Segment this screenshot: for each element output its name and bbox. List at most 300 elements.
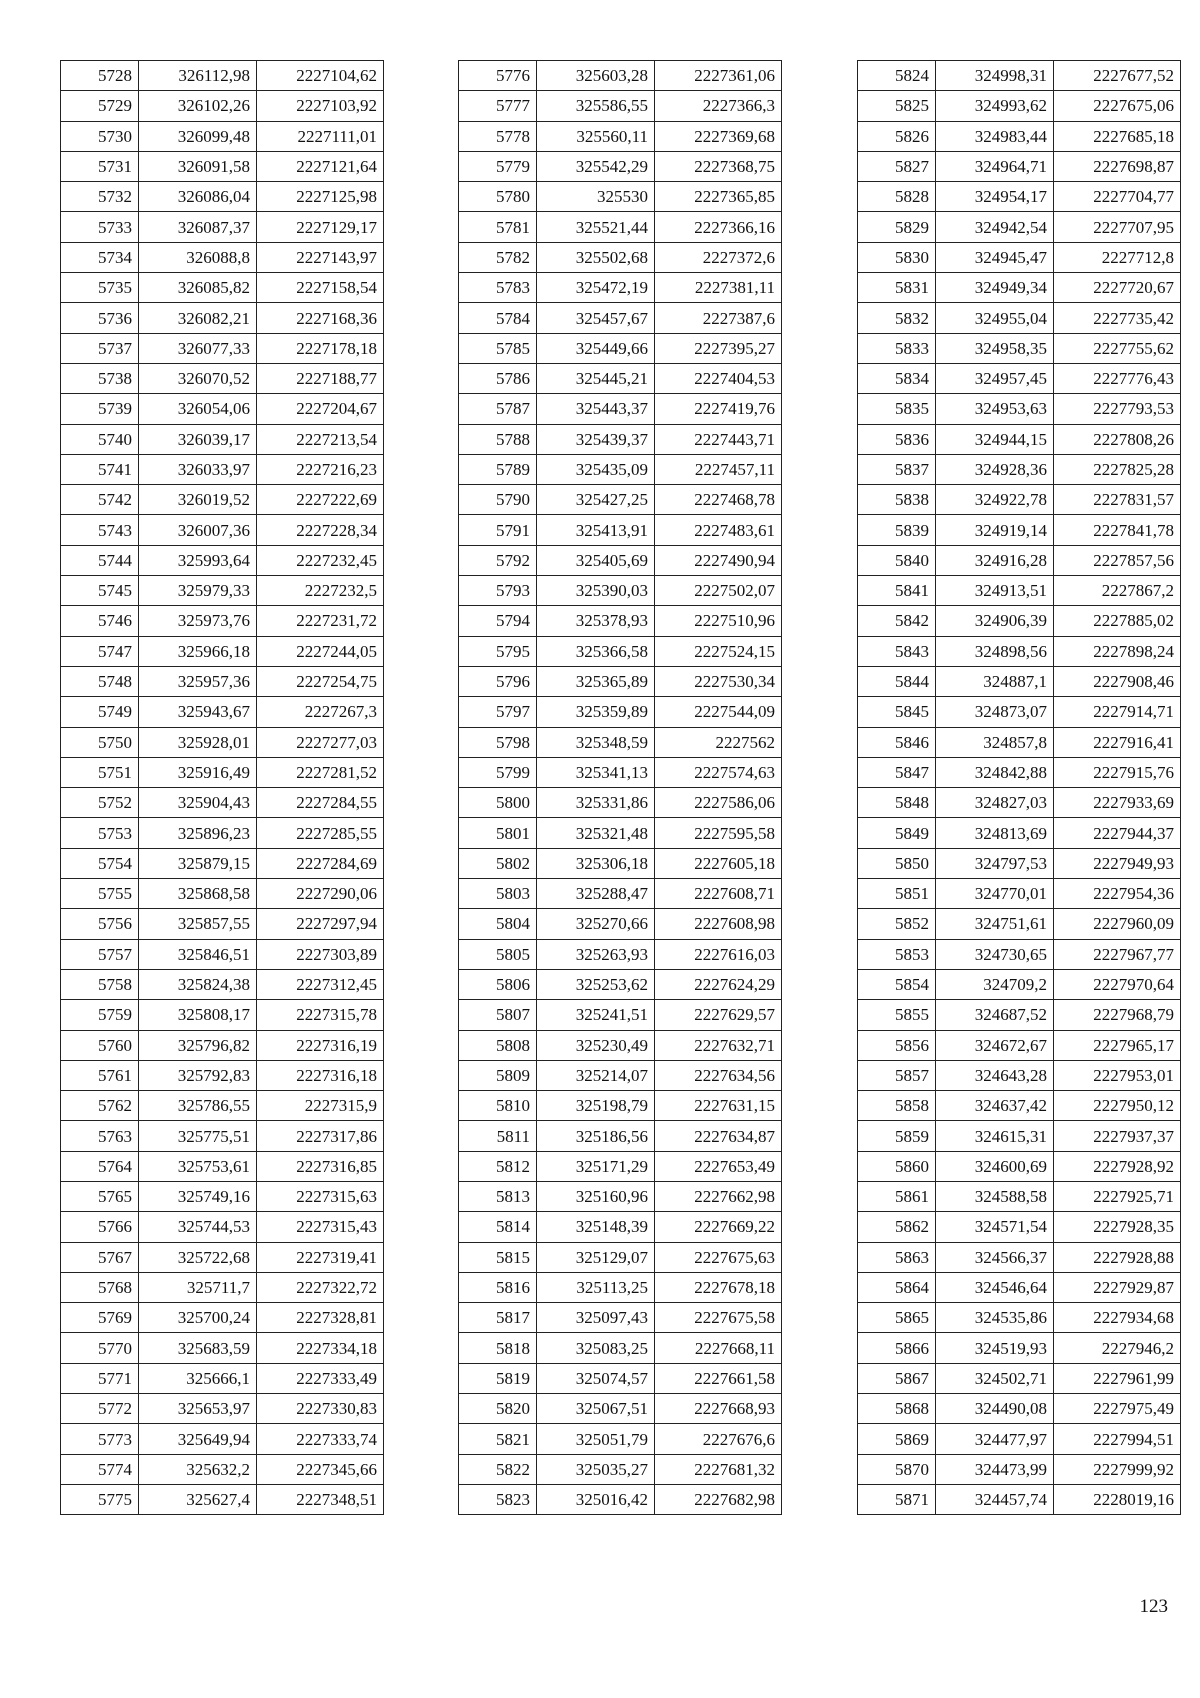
point-id-cell: 5862 xyxy=(858,1212,936,1242)
y-coordinate-cell: 2227365,85 xyxy=(655,182,782,212)
point-id-cell: 5757 xyxy=(61,939,139,969)
table-row xyxy=(858,1424,1181,1454)
y-coordinate-cell: 2227595,58 xyxy=(655,818,782,848)
point-id-cell: 5734 xyxy=(61,242,139,272)
table-row xyxy=(61,1363,384,1393)
table-row xyxy=(858,1303,1181,1333)
x-coordinate-cell: 325632,2 xyxy=(139,1454,257,1484)
y-coordinate-cell: 2227831,57 xyxy=(1054,485,1181,515)
x-coordinate-cell: 324709,2 xyxy=(936,969,1054,999)
x-coordinate-cell: 325171,29 xyxy=(537,1151,655,1181)
y-coordinate-cell: 2227419,76 xyxy=(655,394,782,424)
x-coordinate-cell: 325457,67 xyxy=(537,303,655,333)
table-row xyxy=(61,485,384,515)
y-coordinate-cell: 2227303,89 xyxy=(257,939,384,969)
point-id-cell: 5858 xyxy=(858,1091,936,1121)
point-id-cell: 5775 xyxy=(61,1484,139,1514)
table-row xyxy=(858,242,1181,272)
table-row xyxy=(858,273,1181,303)
point-id-cell: 5792 xyxy=(459,545,537,575)
y-coordinate-cell: 2227103,92 xyxy=(257,91,384,121)
table-row xyxy=(459,666,782,696)
point-id-cell: 5772 xyxy=(61,1394,139,1424)
x-coordinate-cell: 325270,66 xyxy=(537,909,655,939)
point-id-cell: 5831 xyxy=(858,273,936,303)
x-coordinate-cell: 325435,09 xyxy=(537,454,655,484)
table-row xyxy=(61,1151,384,1181)
table-row xyxy=(459,576,782,606)
y-coordinate-cell: 2227898,24 xyxy=(1054,636,1181,666)
x-coordinate-cell: 324770,01 xyxy=(936,879,1054,909)
point-id-cell: 5812 xyxy=(459,1151,537,1181)
x-coordinate-cell: 325753,61 xyxy=(139,1151,257,1181)
point-id-cell: 5842 xyxy=(858,606,936,636)
point-id-cell: 5848 xyxy=(858,788,936,818)
y-coordinate-cell: 2227915,76 xyxy=(1054,757,1181,787)
table-row xyxy=(858,1272,1181,1302)
y-coordinate-cell: 2227914,71 xyxy=(1054,697,1181,727)
point-id-cell: 5747 xyxy=(61,636,139,666)
table-row xyxy=(459,212,782,242)
table-row xyxy=(459,848,782,878)
x-coordinate-cell: 325198,79 xyxy=(537,1091,655,1121)
x-coordinate-cell: 325083,25 xyxy=(537,1333,655,1363)
point-id-cell: 5864 xyxy=(858,1272,936,1302)
y-coordinate-cell: 2227267,3 xyxy=(257,697,384,727)
x-coordinate-cell: 325649,94 xyxy=(139,1424,257,1454)
y-coordinate-cell: 2227315,63 xyxy=(257,1181,384,1211)
x-coordinate-cell: 325683,59 xyxy=(139,1333,257,1363)
y-coordinate-cell: 2227284,69 xyxy=(257,848,384,878)
table-row xyxy=(858,1242,1181,1272)
y-coordinate-cell: 2227867,2 xyxy=(1054,576,1181,606)
table-row xyxy=(459,182,782,212)
table-row xyxy=(61,848,384,878)
point-id-cell: 5741 xyxy=(61,454,139,484)
y-coordinate-cell: 2227704,77 xyxy=(1054,182,1181,212)
y-coordinate-cell: 2227720,67 xyxy=(1054,273,1181,303)
x-coordinate-cell: 325331,86 xyxy=(537,788,655,818)
y-coordinate-cell: 2227232,5 xyxy=(257,576,384,606)
table-row xyxy=(61,1030,384,1060)
x-coordinate-cell: 325796,82 xyxy=(139,1030,257,1060)
x-coordinate-cell: 324942,54 xyxy=(936,212,1054,242)
y-coordinate-cell: 2227125,98 xyxy=(257,182,384,212)
y-coordinate-cell: 2227608,98 xyxy=(655,909,782,939)
x-coordinate-cell: 324945,47 xyxy=(936,242,1054,272)
coordinate-table-3 xyxy=(857,60,1181,1515)
x-coordinate-cell: 325097,43 xyxy=(537,1303,655,1333)
x-coordinate-cell: 325879,15 xyxy=(139,848,257,878)
table-row xyxy=(61,363,384,393)
x-coordinate-cell: 325744,53 xyxy=(139,1212,257,1242)
y-coordinate-cell: 2227961,99 xyxy=(1054,1363,1181,1393)
point-id-cell: 5810 xyxy=(459,1091,537,1121)
table-row xyxy=(61,1272,384,1302)
table-row xyxy=(459,91,782,121)
point-id-cell: 5836 xyxy=(858,424,936,454)
y-coordinate-cell: 2227675,06 xyxy=(1054,91,1181,121)
table-row xyxy=(61,424,384,454)
y-coordinate-cell: 2227685,18 xyxy=(1054,121,1181,151)
y-coordinate-cell: 2227315,9 xyxy=(257,1091,384,1121)
x-coordinate-cell: 324797,53 xyxy=(936,848,1054,878)
point-id-cell: 5785 xyxy=(459,333,537,363)
y-coordinate-cell: 2227254,75 xyxy=(257,666,384,696)
x-coordinate-cell: 325413,91 xyxy=(537,515,655,545)
table-row xyxy=(459,1394,782,1424)
point-id-cell: 5870 xyxy=(858,1454,936,1484)
table-row xyxy=(61,576,384,606)
y-coordinate-cell: 2227712,8 xyxy=(1054,242,1181,272)
point-id-cell: 5832 xyxy=(858,303,936,333)
point-id-cell: 5731 xyxy=(61,151,139,181)
point-id-cell: 5786 xyxy=(459,363,537,393)
table-row xyxy=(61,91,384,121)
y-coordinate-cell: 2227395,27 xyxy=(655,333,782,363)
x-coordinate-cell: 324571,54 xyxy=(936,1212,1054,1242)
x-coordinate-cell: 324588,58 xyxy=(936,1181,1054,1211)
table-row xyxy=(61,151,384,181)
point-id-cell: 5803 xyxy=(459,879,537,909)
point-id-cell: 5771 xyxy=(61,1363,139,1393)
x-coordinate-cell: 325904,43 xyxy=(139,788,257,818)
point-id-cell: 5830 xyxy=(858,242,936,272)
x-coordinate-cell: 326086,04 xyxy=(139,182,257,212)
table-row xyxy=(61,1181,384,1211)
point-id-cell: 5737 xyxy=(61,333,139,363)
y-coordinate-cell: 2227624,29 xyxy=(655,969,782,999)
table-row xyxy=(858,788,1181,818)
x-coordinate-cell: 325321,48 xyxy=(537,818,655,848)
point-id-cell: 5755 xyxy=(61,879,139,909)
table-row xyxy=(459,394,782,424)
point-id-cell: 5860 xyxy=(858,1151,936,1181)
point-id-cell: 5767 xyxy=(61,1242,139,1272)
x-coordinate-cell: 326007,36 xyxy=(139,515,257,545)
y-coordinate-cell: 2227698,87 xyxy=(1054,151,1181,181)
table-row xyxy=(459,788,782,818)
table-row xyxy=(61,1242,384,1272)
table-row xyxy=(858,1333,1181,1363)
y-coordinate-cell: 2227404,53 xyxy=(655,363,782,393)
x-coordinate-cell: 325700,24 xyxy=(139,1303,257,1333)
x-coordinate-cell: 324813,69 xyxy=(936,818,1054,848)
y-coordinate-cell: 2227965,17 xyxy=(1054,1030,1181,1060)
x-coordinate-cell: 324953,63 xyxy=(936,394,1054,424)
x-coordinate-cell: 325449,66 xyxy=(537,333,655,363)
x-coordinate-cell: 325186,56 xyxy=(537,1121,655,1151)
x-coordinate-cell: 326077,33 xyxy=(139,333,257,363)
point-id-cell: 5728 xyxy=(61,61,139,91)
point-id-cell: 5852 xyxy=(858,909,936,939)
y-coordinate-cell: 2227443,71 xyxy=(655,424,782,454)
y-coordinate-cell: 2227967,77 xyxy=(1054,939,1181,969)
x-coordinate-cell: 324535,86 xyxy=(936,1303,1054,1333)
table-row xyxy=(858,757,1181,787)
x-coordinate-cell: 324998,31 xyxy=(936,61,1054,91)
table-row xyxy=(459,1242,782,1272)
point-id-cell: 5849 xyxy=(858,818,936,848)
y-coordinate-cell: 2227333,74 xyxy=(257,1424,384,1454)
x-coordinate-cell: 324643,28 xyxy=(936,1060,1054,1090)
point-id-cell: 5770 xyxy=(61,1333,139,1363)
table-row xyxy=(858,1212,1181,1242)
y-coordinate-cell: 2227968,79 xyxy=(1054,1000,1181,1030)
table-row xyxy=(459,818,782,848)
x-coordinate-cell: 324873,07 xyxy=(936,697,1054,727)
y-coordinate-cell: 2227315,43 xyxy=(257,1212,384,1242)
table-row xyxy=(61,788,384,818)
point-id-cell: 5804 xyxy=(459,909,537,939)
x-coordinate-cell: 324887,1 xyxy=(936,666,1054,696)
table-row xyxy=(61,1091,384,1121)
y-coordinate-cell: 2227284,55 xyxy=(257,788,384,818)
x-coordinate-cell: 325993,64 xyxy=(139,545,257,575)
table-row xyxy=(61,545,384,575)
x-coordinate-cell: 324913,51 xyxy=(936,576,1054,606)
point-id-cell: 5859 xyxy=(858,1121,936,1151)
table-row xyxy=(459,333,782,363)
point-id-cell: 5819 xyxy=(459,1363,537,1393)
point-id-cell: 5781 xyxy=(459,212,537,242)
y-coordinate-cell: 2227928,35 xyxy=(1054,1212,1181,1242)
x-coordinate-cell: 325241,51 xyxy=(537,1000,655,1030)
point-id-cell: 5760 xyxy=(61,1030,139,1060)
x-coordinate-cell: 324490,08 xyxy=(936,1394,1054,1424)
x-coordinate-cell: 325051,79 xyxy=(537,1424,655,1454)
point-id-cell: 5761 xyxy=(61,1060,139,1090)
table-row xyxy=(61,879,384,909)
table-row xyxy=(858,1121,1181,1151)
y-coordinate-cell: 2227319,41 xyxy=(257,1242,384,1272)
y-coordinate-cell: 2227104,62 xyxy=(257,61,384,91)
point-id-cell: 5779 xyxy=(459,151,537,181)
point-id-cell: 5866 xyxy=(858,1333,936,1363)
table-row xyxy=(858,636,1181,666)
x-coordinate-cell: 325542,29 xyxy=(537,151,655,181)
x-coordinate-cell: 324637,42 xyxy=(936,1091,1054,1121)
x-coordinate-cell: 325288,47 xyxy=(537,879,655,909)
x-coordinate-cell: 325427,25 xyxy=(537,485,655,515)
table-row xyxy=(61,515,384,545)
x-coordinate-cell: 325148,39 xyxy=(537,1212,655,1242)
table-row xyxy=(459,606,782,636)
y-coordinate-cell: 2227634,87 xyxy=(655,1121,782,1151)
y-coordinate-cell: 2227916,41 xyxy=(1054,727,1181,757)
point-id-cell: 5797 xyxy=(459,697,537,727)
y-coordinate-cell: 2227605,18 xyxy=(655,848,782,878)
x-coordinate-cell: 325067,51 xyxy=(537,1394,655,1424)
y-coordinate-cell: 2227244,05 xyxy=(257,636,384,666)
x-coordinate-cell: 325341,13 xyxy=(537,757,655,787)
x-coordinate-cell: 325666,1 xyxy=(139,1363,257,1393)
x-coordinate-cell: 326039,17 xyxy=(139,424,257,454)
y-coordinate-cell: 2227316,18 xyxy=(257,1060,384,1090)
table-row xyxy=(858,969,1181,999)
table-row xyxy=(858,606,1181,636)
point-id-cell: 5847 xyxy=(858,757,936,787)
table-row xyxy=(459,1091,782,1121)
table-row xyxy=(858,727,1181,757)
x-coordinate-cell: 324916,28 xyxy=(936,545,1054,575)
table-row xyxy=(61,757,384,787)
table-row xyxy=(459,303,782,333)
y-coordinate-cell: 2227312,45 xyxy=(257,969,384,999)
point-id-cell: 5816 xyxy=(459,1272,537,1302)
x-coordinate-cell: 324954,17 xyxy=(936,182,1054,212)
point-id-cell: 5795 xyxy=(459,636,537,666)
x-coordinate-cell: 324898,56 xyxy=(936,636,1054,666)
x-coordinate-cell: 324546,64 xyxy=(936,1272,1054,1302)
y-coordinate-cell: 2227232,45 xyxy=(257,545,384,575)
table-row xyxy=(61,1333,384,1363)
point-id-cell: 5871 xyxy=(858,1484,936,1514)
point-id-cell: 5857 xyxy=(858,1060,936,1090)
table-row xyxy=(61,212,384,242)
y-coordinate-cell: 2227949,93 xyxy=(1054,848,1181,878)
point-id-cell: 5837 xyxy=(858,454,936,484)
point-id-cell: 5793 xyxy=(459,576,537,606)
x-coordinate-cell: 326102,26 xyxy=(139,91,257,121)
table-row xyxy=(61,303,384,333)
y-coordinate-cell: 2227825,28 xyxy=(1054,454,1181,484)
y-coordinate-cell: 2227675,63 xyxy=(655,1242,782,1272)
table-row xyxy=(858,1060,1181,1090)
x-coordinate-cell: 326091,58 xyxy=(139,151,257,181)
table-row xyxy=(858,515,1181,545)
y-coordinate-cell: 2227933,69 xyxy=(1054,788,1181,818)
x-coordinate-cell: 324519,93 xyxy=(936,1333,1054,1363)
point-id-cell: 5777 xyxy=(459,91,537,121)
point-id-cell: 5739 xyxy=(61,394,139,424)
point-id-cell: 5783 xyxy=(459,273,537,303)
y-coordinate-cell: 2227841,78 xyxy=(1054,515,1181,545)
y-coordinate-cell: 2227808,26 xyxy=(1054,424,1181,454)
y-coordinate-cell: 2227369,68 xyxy=(655,121,782,151)
table-row xyxy=(858,363,1181,393)
x-coordinate-cell: 325253,62 xyxy=(537,969,655,999)
y-coordinate-cell: 2227322,72 xyxy=(257,1272,384,1302)
point-id-cell: 5789 xyxy=(459,454,537,484)
x-coordinate-cell: 326082,21 xyxy=(139,303,257,333)
x-coordinate-cell: 325348,59 xyxy=(537,727,655,757)
point-id-cell: 5730 xyxy=(61,121,139,151)
y-coordinate-cell: 2227168,36 xyxy=(257,303,384,333)
x-coordinate-cell: 325749,16 xyxy=(139,1181,257,1211)
point-id-cell: 5754 xyxy=(61,848,139,878)
y-coordinate-cell: 2227544,09 xyxy=(655,697,782,727)
y-coordinate-cell: 2227317,86 xyxy=(257,1121,384,1151)
y-coordinate-cell: 2227586,06 xyxy=(655,788,782,818)
y-coordinate-cell: 2227678,18 xyxy=(655,1272,782,1302)
point-id-cell: 5863 xyxy=(858,1242,936,1272)
point-id-cell: 5823 xyxy=(459,1484,537,1514)
point-id-cell: 5822 xyxy=(459,1454,537,1484)
point-id-cell: 5752 xyxy=(61,788,139,818)
point-id-cell: 5844 xyxy=(858,666,936,696)
table-row xyxy=(61,818,384,848)
x-coordinate-cell: 324906,39 xyxy=(936,606,1054,636)
y-coordinate-cell: 2227502,07 xyxy=(655,576,782,606)
y-coordinate-cell: 2227885,02 xyxy=(1054,606,1181,636)
y-coordinate-cell: 2227366,3 xyxy=(655,91,782,121)
y-coordinate-cell: 2227682,98 xyxy=(655,1484,782,1514)
y-coordinate-cell: 2227999,92 xyxy=(1054,1454,1181,1484)
point-id-cell: 5853 xyxy=(858,939,936,969)
point-id-cell: 5801 xyxy=(459,818,537,848)
y-coordinate-cell: 2227188,77 xyxy=(257,363,384,393)
x-coordinate-cell: 324473,99 xyxy=(936,1454,1054,1484)
table-row xyxy=(61,1484,384,1514)
point-id-cell: 5828 xyxy=(858,182,936,212)
y-coordinate-cell: 2227950,12 xyxy=(1054,1091,1181,1121)
table-row xyxy=(61,1454,384,1484)
point-id-cell: 5749 xyxy=(61,697,139,727)
x-coordinate-cell: 324983,44 xyxy=(936,121,1054,151)
y-coordinate-cell: 2227316,19 xyxy=(257,1030,384,1060)
y-coordinate-cell: 2227793,53 xyxy=(1054,394,1181,424)
point-id-cell: 5851 xyxy=(858,879,936,909)
y-coordinate-cell: 2227662,98 xyxy=(655,1181,782,1211)
point-id-cell: 5846 xyxy=(858,727,936,757)
x-coordinate-cell: 325472,19 xyxy=(537,273,655,303)
point-id-cell: 5784 xyxy=(459,303,537,333)
x-coordinate-cell: 325824,38 xyxy=(139,969,257,999)
y-coordinate-cell: 2227216,23 xyxy=(257,454,384,484)
x-coordinate-cell: 326112,98 xyxy=(139,61,257,91)
y-coordinate-cell: 2227928,92 xyxy=(1054,1151,1181,1181)
x-coordinate-cell: 325113,25 xyxy=(537,1272,655,1302)
x-coordinate-cell: 325586,55 xyxy=(537,91,655,121)
point-id-cell: 5742 xyxy=(61,485,139,515)
y-coordinate-cell: 2227143,97 xyxy=(257,242,384,272)
y-coordinate-cell: 2227925,71 xyxy=(1054,1181,1181,1211)
point-id-cell: 5762 xyxy=(61,1091,139,1121)
x-coordinate-cell: 325390,03 xyxy=(537,576,655,606)
table-row xyxy=(61,61,384,91)
table-row xyxy=(459,485,782,515)
x-coordinate-cell: 325808,17 xyxy=(139,1000,257,1030)
y-coordinate-cell: 2227315,78 xyxy=(257,1000,384,1030)
table-row xyxy=(858,1151,1181,1181)
table-row xyxy=(459,1212,782,1242)
point-id-cell: 5758 xyxy=(61,969,139,999)
y-coordinate-cell: 2227857,56 xyxy=(1054,545,1181,575)
x-coordinate-cell: 325916,49 xyxy=(139,757,257,787)
x-coordinate-cell: 324955,04 xyxy=(936,303,1054,333)
y-coordinate-cell: 2227345,66 xyxy=(257,1454,384,1484)
table-row xyxy=(459,1303,782,1333)
table-row xyxy=(61,1303,384,1333)
table-row xyxy=(858,666,1181,696)
x-coordinate-cell: 324827,03 xyxy=(936,788,1054,818)
x-coordinate-cell: 325074,57 xyxy=(537,1363,655,1393)
x-coordinate-cell: 324919,14 xyxy=(936,515,1054,545)
point-id-cell: 5735 xyxy=(61,273,139,303)
point-id-cell: 5834 xyxy=(858,363,936,393)
table-row xyxy=(858,848,1181,878)
x-coordinate-cell: 325263,93 xyxy=(537,939,655,969)
table-row xyxy=(459,363,782,393)
point-id-cell: 5763 xyxy=(61,1121,139,1151)
point-id-cell: 5799 xyxy=(459,757,537,787)
point-id-cell: 5824 xyxy=(858,61,936,91)
point-id-cell: 5748 xyxy=(61,666,139,696)
y-coordinate-cell: 2227457,11 xyxy=(655,454,782,484)
y-coordinate-cell: 2227632,71 xyxy=(655,1030,782,1060)
x-coordinate-cell: 325896,23 xyxy=(139,818,257,848)
